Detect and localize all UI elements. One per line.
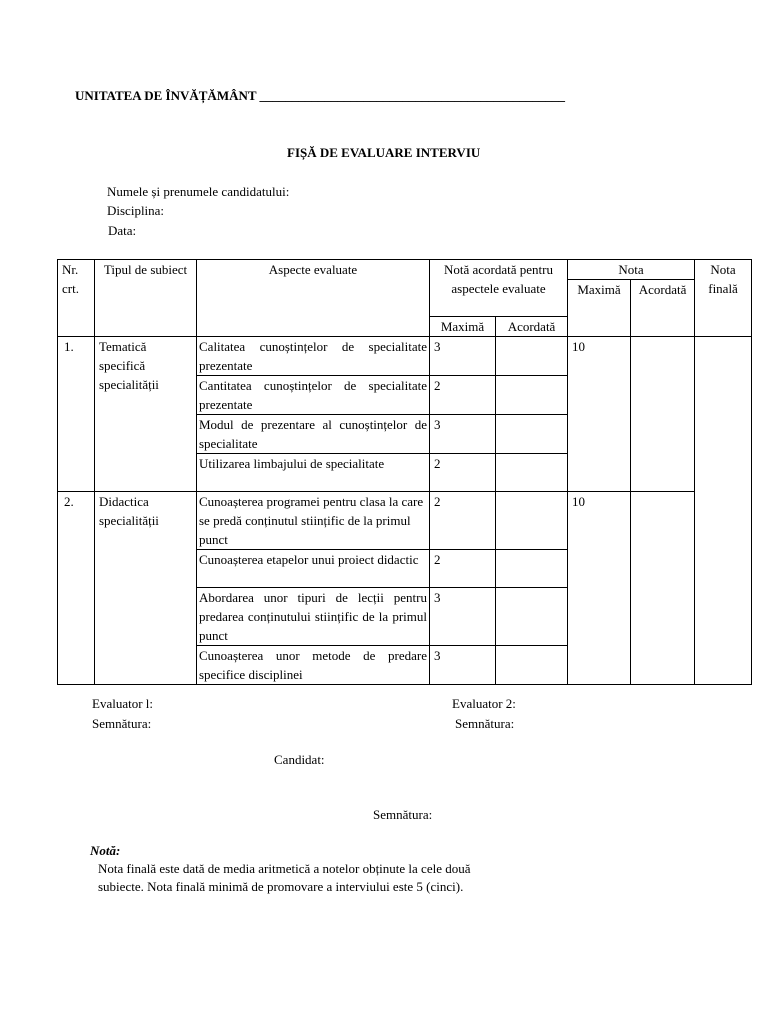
group1-aspect1: Calitatea cunoștințelor de specialitate prezentate — [197, 337, 430, 376]
group2-nota-acordata[interactable] — [631, 492, 695, 685]
group1-max1: 3 — [430, 337, 496, 376]
nota-finala-cell[interactable] — [695, 337, 752, 685]
header-nota-block — [568, 260, 695, 337]
candidate-signature: Semnătura: — [373, 807, 433, 822]
group1-max4: 2 — [430, 454, 496, 492]
group2-tip: Didactica specialității — [95, 492, 197, 685]
group2-nr: 2. — [58, 492, 95, 685]
group2-aspect2: Cunoașterea etapelor unui proiect didactic — [197, 550, 430, 588]
group1-aspect4: Utilizarea limbajului de specialitate — [197, 454, 430, 492]
header-nota-acordata: Notă acordată pentru aspectele evaluate — [430, 260, 568, 317]
form-title: FIȘĂ DE EVALUARE INTERVIU — [287, 145, 481, 160]
header-nota-acordata-col: Acordată — [638, 282, 687, 297]
candidate-label: Candidat: — [274, 752, 325, 767]
group1-nr: 1. — [58, 337, 95, 492]
note-line1: Nota finală este dată de media aritmetică a notelor obținute la cele două — [98, 861, 471, 876]
group2-max1: 2 — [430, 492, 496, 550]
group1-acordat4[interactable] — [496, 454, 568, 492]
evaluator2-signature: Semnătura: — [455, 716, 515, 731]
group1-acordat1[interactable] — [496, 337, 568, 376]
group2-acordat2[interactable] — [496, 550, 568, 588]
header-tip: Tipul de subiect — [95, 260, 197, 337]
discipline-label: Disciplina: — [107, 203, 165, 218]
group2-acordat3[interactable] — [496, 588, 568, 646]
group2-max2: 2 — [430, 550, 496, 588]
table-row — [58, 492, 752, 550]
group2-acordat4[interactable] — [496, 646, 568, 685]
note-line2: subiecte. Nota finală minimă de promovare a interviului este 5 (cinci). — [98, 879, 464, 894]
unit-label: UNITATEA DE ÎNVĂȚĂMÂNT _______________________________________________ — [75, 88, 566, 103]
group2-aspect3: Abordarea unor tipuri de lecții pentru predarea conținutului stiințific de la primul punct — [197, 588, 430, 646]
date-label: Data: — [108, 223, 137, 238]
header-maxima: Maximă — [430, 317, 496, 337]
candidate-name-label: Numele și prenumele candidatului: — [107, 184, 290, 199]
group2-max-total: 10 — [568, 492, 631, 685]
group2-aspect4: Cunoașterea unor metode de predare specifice disciplinei — [197, 646, 430, 685]
group1-aspect3: Modul de prezentare al cunoștințelor de specialitate — [197, 415, 430, 454]
group2-acordat1[interactable] — [496, 492, 568, 550]
group1-max2: 2 — [430, 376, 496, 415]
group1-aspect2: Cantitatea cunoștințelor de specialitate prezentate — [197, 376, 430, 415]
table-row — [58, 337, 752, 376]
evaluator1-signature: Semnătura: — [92, 716, 152, 731]
header-nr: Nr. crt. — [58, 260, 95, 337]
header-nota-finala: Nota finală — [695, 260, 752, 337]
table-header-row — [58, 260, 752, 317]
header-aspecte: Aspecte evaluate — [197, 260, 430, 337]
group1-max3: 3 — [430, 415, 496, 454]
header-nota-maxima: Maximă — [568, 280, 631, 336]
group1-acordat3[interactable] — [496, 415, 568, 454]
evaluator2-label: Evaluator 2: — [452, 696, 516, 711]
group1-acordat2[interactable] — [496, 376, 568, 415]
note-label: Notă: — [90, 843, 121, 858]
group1-max-total: 10 — [568, 337, 631, 492]
group2-aspect1: Cunoașterea programei pentru clasa la care se predă conținutul stiințific de la primul punct — [197, 492, 430, 550]
group1-tip: Tematică specifică specialității — [95, 337, 197, 492]
evaluator1-label: Evaluator l: — [92, 696, 154, 711]
group1-nota-acordata[interactable] — [631, 337, 695, 492]
group2-max4: 3 — [430, 646, 496, 685]
header-acordata: Acordată — [496, 317, 568, 337]
header-nota: Nota — [568, 260, 694, 280]
evaluation-table — [57, 259, 752, 685]
group2-max3: 3 — [430, 588, 496, 646]
